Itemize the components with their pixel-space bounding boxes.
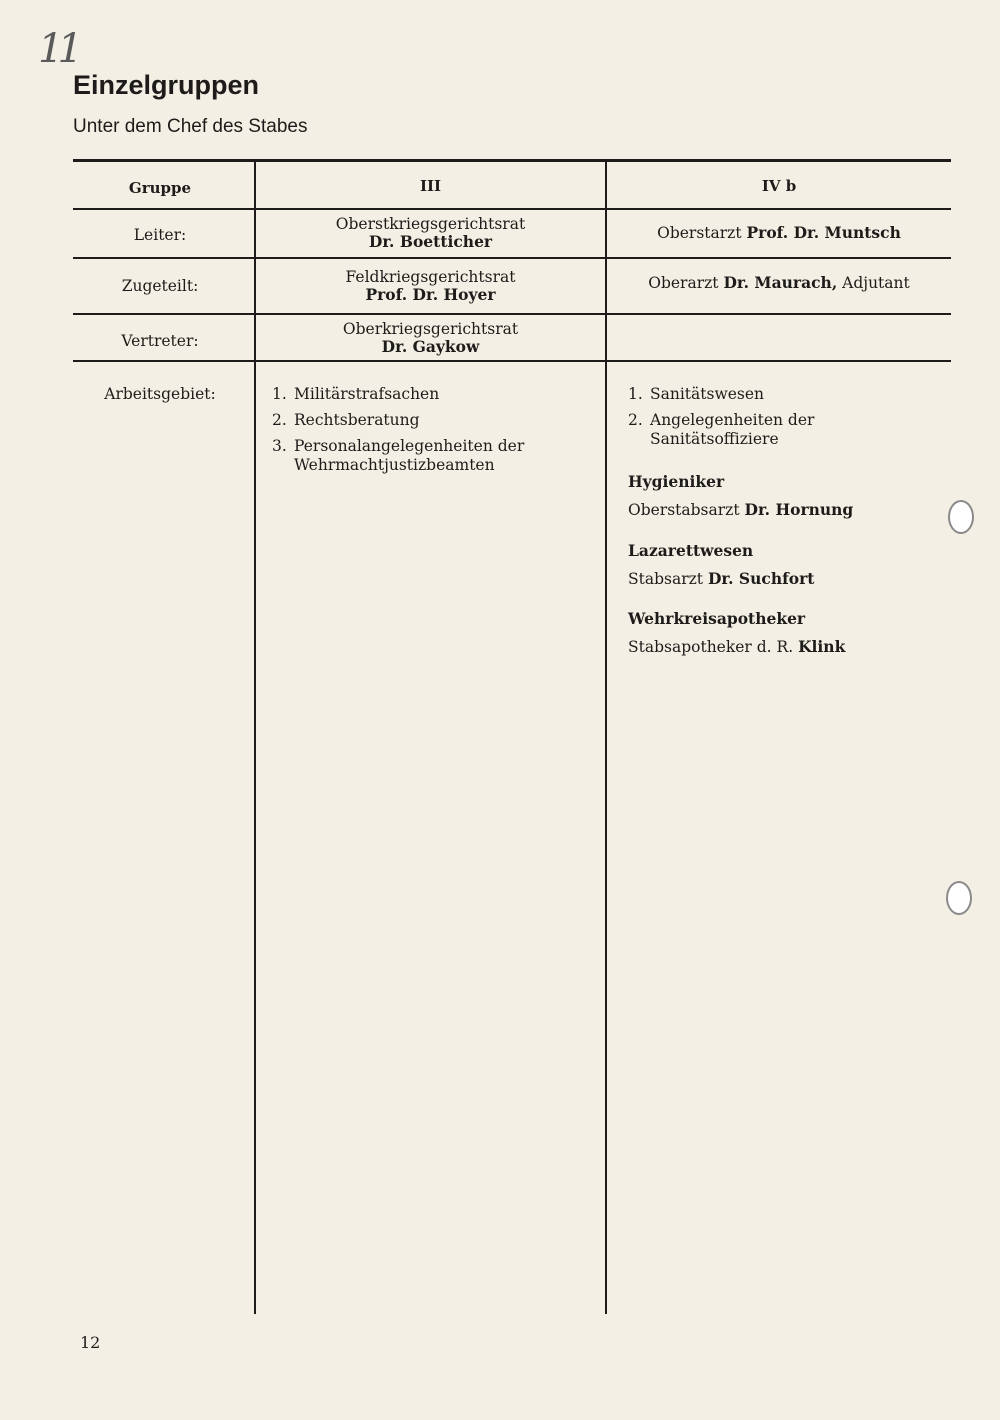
handwritten-page-mark: 11 [38, 26, 77, 72]
leiter-col1-name: Dr. Boetticher [368, 232, 493, 251]
punch-hole [948, 500, 974, 534]
row-label-leiter: Leiter: [133, 226, 187, 244]
zugeteilt-col2-role: Adjutant [842, 274, 910, 292]
page-title: Einzelgruppen [73, 70, 260, 100]
row-rule-zugeteilt [73, 313, 951, 315]
row-rule-header [73, 208, 951, 210]
punch-hole [946, 881, 972, 915]
zugeteilt-col1 [256, 268, 605, 304]
header-col-iii: III [419, 177, 442, 195]
section-person: Stabsapotheker d. R. Klink [628, 637, 846, 656]
column-rule-2 [605, 162, 607, 1314]
row-rule-leiter [73, 257, 951, 259]
page-number: 12 [80, 1333, 101, 1352]
section-lazarettwesen [628, 541, 948, 589]
row-rule-vertreter [73, 360, 951, 362]
header-gruppe: Gruppe [128, 179, 192, 197]
page-subtitle: Unter dem Chef des Stabes [73, 116, 308, 137]
row-label-arbeitsgebiet: Arbeitsgebiet: [104, 385, 216, 403]
leiter-col1-rank: Oberstkriegsgerichtsrat [335, 215, 526, 233]
leiter-col2-rank: Oberstarzt [657, 224, 742, 242]
section-hygieniker [628, 472, 948, 520]
zugeteilt-col1-rank: Feldkriegsgerichtsrat [345, 268, 516, 286]
list-item: 1. Militärstrafsachen [272, 385, 440, 403]
vertreter-col1-name: Dr. Gaykow [381, 337, 480, 356]
section-heading: Wehrkreisapotheker [628, 609, 806, 628]
leiter-col1 [256, 215, 605, 251]
section-heading: Hygieniker [628, 472, 725, 491]
leiter-col2 [607, 224, 951, 242]
list-item: 2. Rechtsberatung [272, 411, 420, 429]
section-person: Oberstabsarzt Dr. Hornung [628, 500, 854, 519]
list-item: 1. Sanitätswesen [628, 385, 765, 403]
section-person: Stabsarzt Dr. Suchfort [628, 569, 815, 588]
list-item: 3. Personalangelegenheiten der Wehrmachtjustizbeamten [272, 437, 525, 474]
row-label-zugeteilt: Zugeteilt: [121, 277, 199, 295]
leiter-col2-name: Prof. Dr. Muntsch [746, 223, 901, 242]
zugeteilt-col2-rank: Oberarzt [648, 274, 719, 292]
section-heading: Lazarettwesen [628, 541, 754, 560]
zugeteilt-col2-name: Dr. Maurach, [723, 273, 838, 292]
row-label-vertreter: Vertreter: [121, 332, 199, 350]
header-col-ivb: IV b [761, 177, 797, 195]
arbeitsgebiet-col1-list [272, 385, 590, 482]
vertreter-col1-rank: Oberkriegsgerichtsrat [342, 320, 519, 338]
vertreter-col1 [256, 320, 605, 356]
zugeteilt-col2 [607, 274, 951, 292]
arbeitsgebiet-col2-list [628, 385, 858, 456]
zugeteilt-col1-name: Prof. Dr. Hoyer [365, 285, 496, 304]
section-wehrkreisapotheker [628, 609, 948, 657]
list-item: 2. Angelegenheiten der Sanitätsoffiziere [628, 411, 815, 448]
table-top-rule [73, 159, 951, 162]
